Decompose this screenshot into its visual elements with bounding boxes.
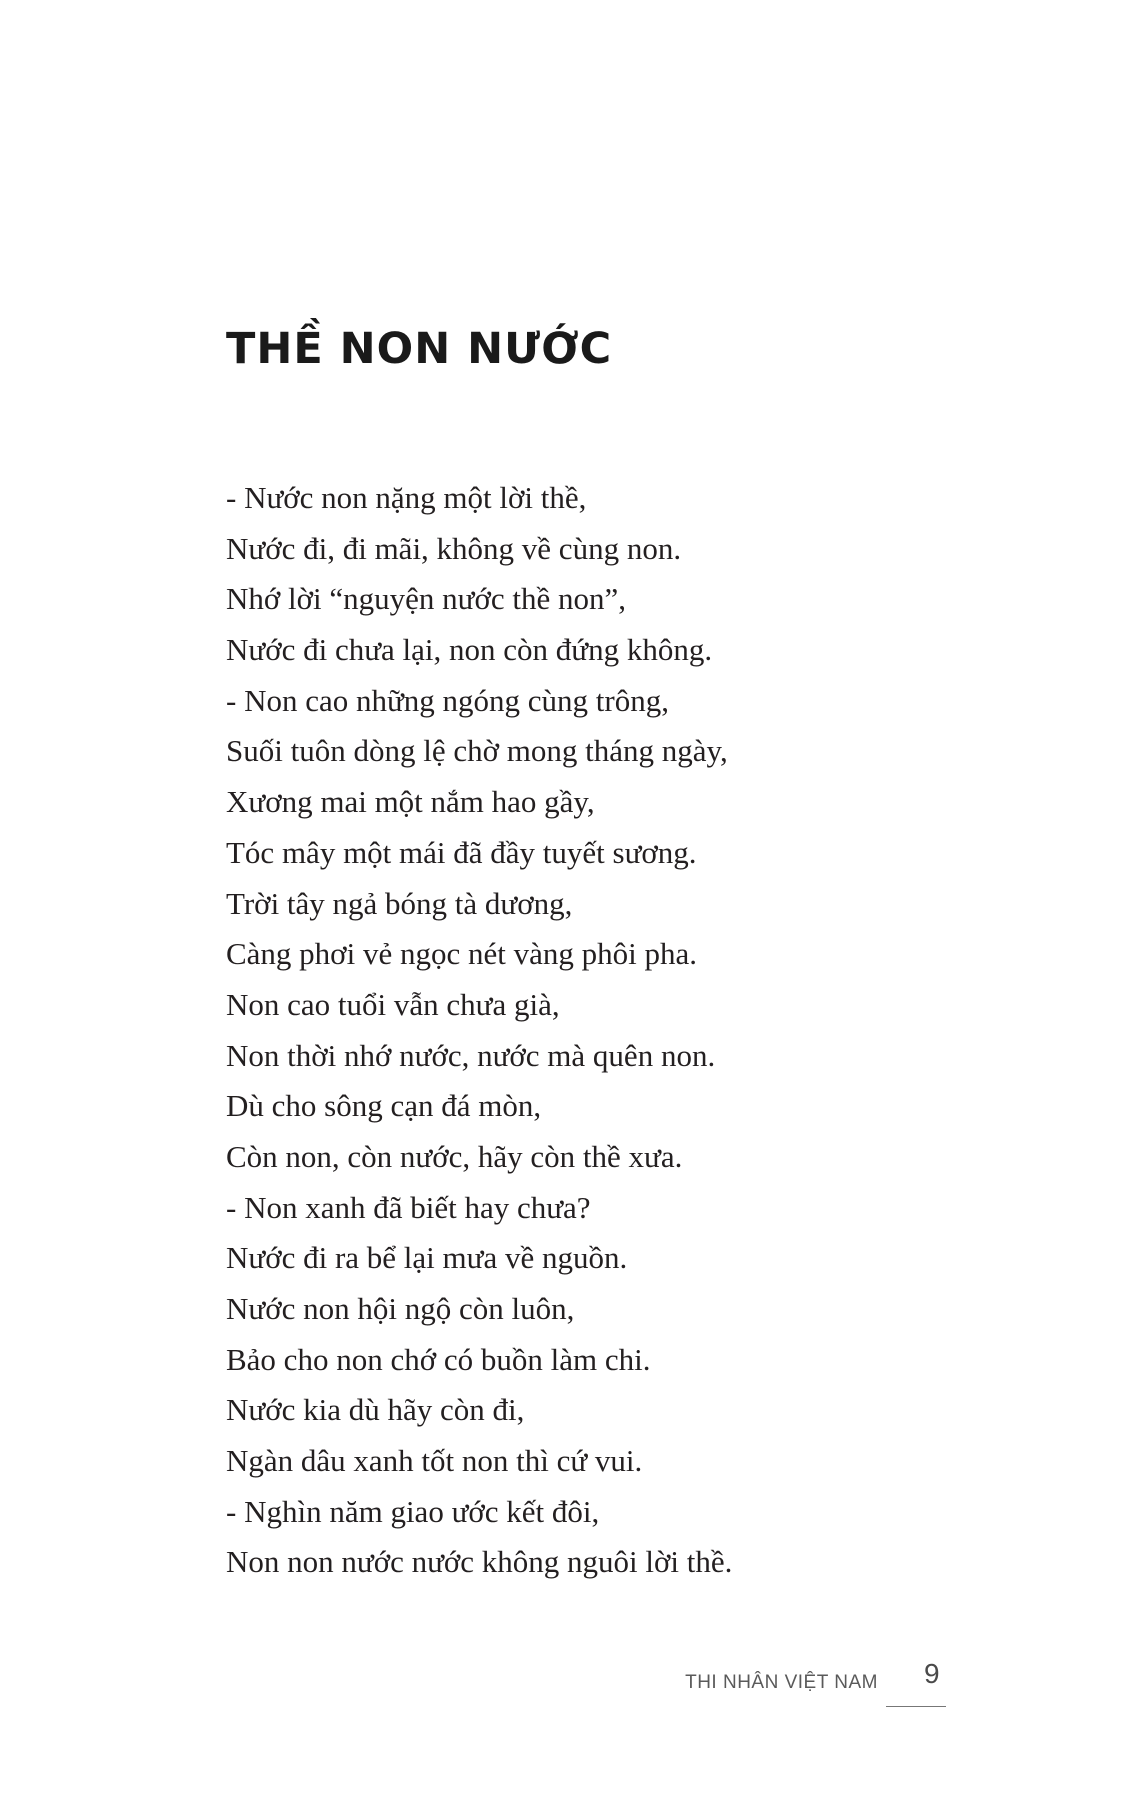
poem-line: Càng phơi vẻ ngọc nét vàng phôi pha. <box>226 936 697 972</box>
poem-title: THỀ NON NƯỚC <box>226 324 613 374</box>
poem-line: - Nghìn năm giao ước kết đôi, <box>226 1493 600 1529</box>
poem-line: Còn non, còn nước, hãy còn thề xưa. <box>226 1138 683 1174</box>
poem-line: Nước đi, đi mãi, không về cùng non. <box>226 530 682 566</box>
poem-line: Nước kia dù hãy còn đi, <box>226 1392 525 1428</box>
poem-line: Nước non hội ngộ còn luôn, <box>226 1291 575 1326</box>
poem-line: Nước đi chưa lại, non còn đứng không. <box>226 632 713 668</box>
poem-line: Non non nước nước không nguôi lời thề. <box>226 1544 733 1580</box>
footer-divider <box>886 1706 946 1707</box>
poem-line: Tóc mây một mái đã đầy tuyết sương. <box>226 834 697 870</box>
poem-line: Trời tây ngả bóng tà dương, <box>226 885 573 921</box>
poem-line: Xương mai một nắm hao gầy, <box>226 784 595 820</box>
poem-line: Dù cho sông cạn đá mòn, <box>226 1088 542 1124</box>
poem-line: Suối tuôn dòng lệ chờ mong tháng ngày, <box>226 733 728 769</box>
poem-line: Ngàn dâu xanh tốt non thì cứ vui. <box>226 1443 643 1479</box>
poem-line: Bảo cho non chớ có buồn làm chi. <box>226 1341 651 1377</box>
page-number: 9 <box>924 1658 940 1689</box>
poem-line: - Nước non nặng một lời thề, <box>226 480 587 515</box>
poem-line: Nước đi ra bể lại mưa về nguồn. <box>226 1240 628 1276</box>
poem-line: Non thời nhớ nước, nước mà quên non. <box>226 1037 716 1073</box>
running-footer-book-title: THI NHÂN VIỆT NAM <box>685 1672 878 1693</box>
poem-line: - Non xanh đã biết hay chưa? <box>226 1189 591 1225</box>
poem-line: Non cao tuổi vẫn chưa già, <box>226 986 560 1022</box>
poem-body <box>226 473 732 1588</box>
poem-line: - Non cao những ngóng cùng trông, <box>226 682 669 718</box>
poem-line: Nhớ lời “nguyện nước thề non”, <box>226 581 627 617</box>
